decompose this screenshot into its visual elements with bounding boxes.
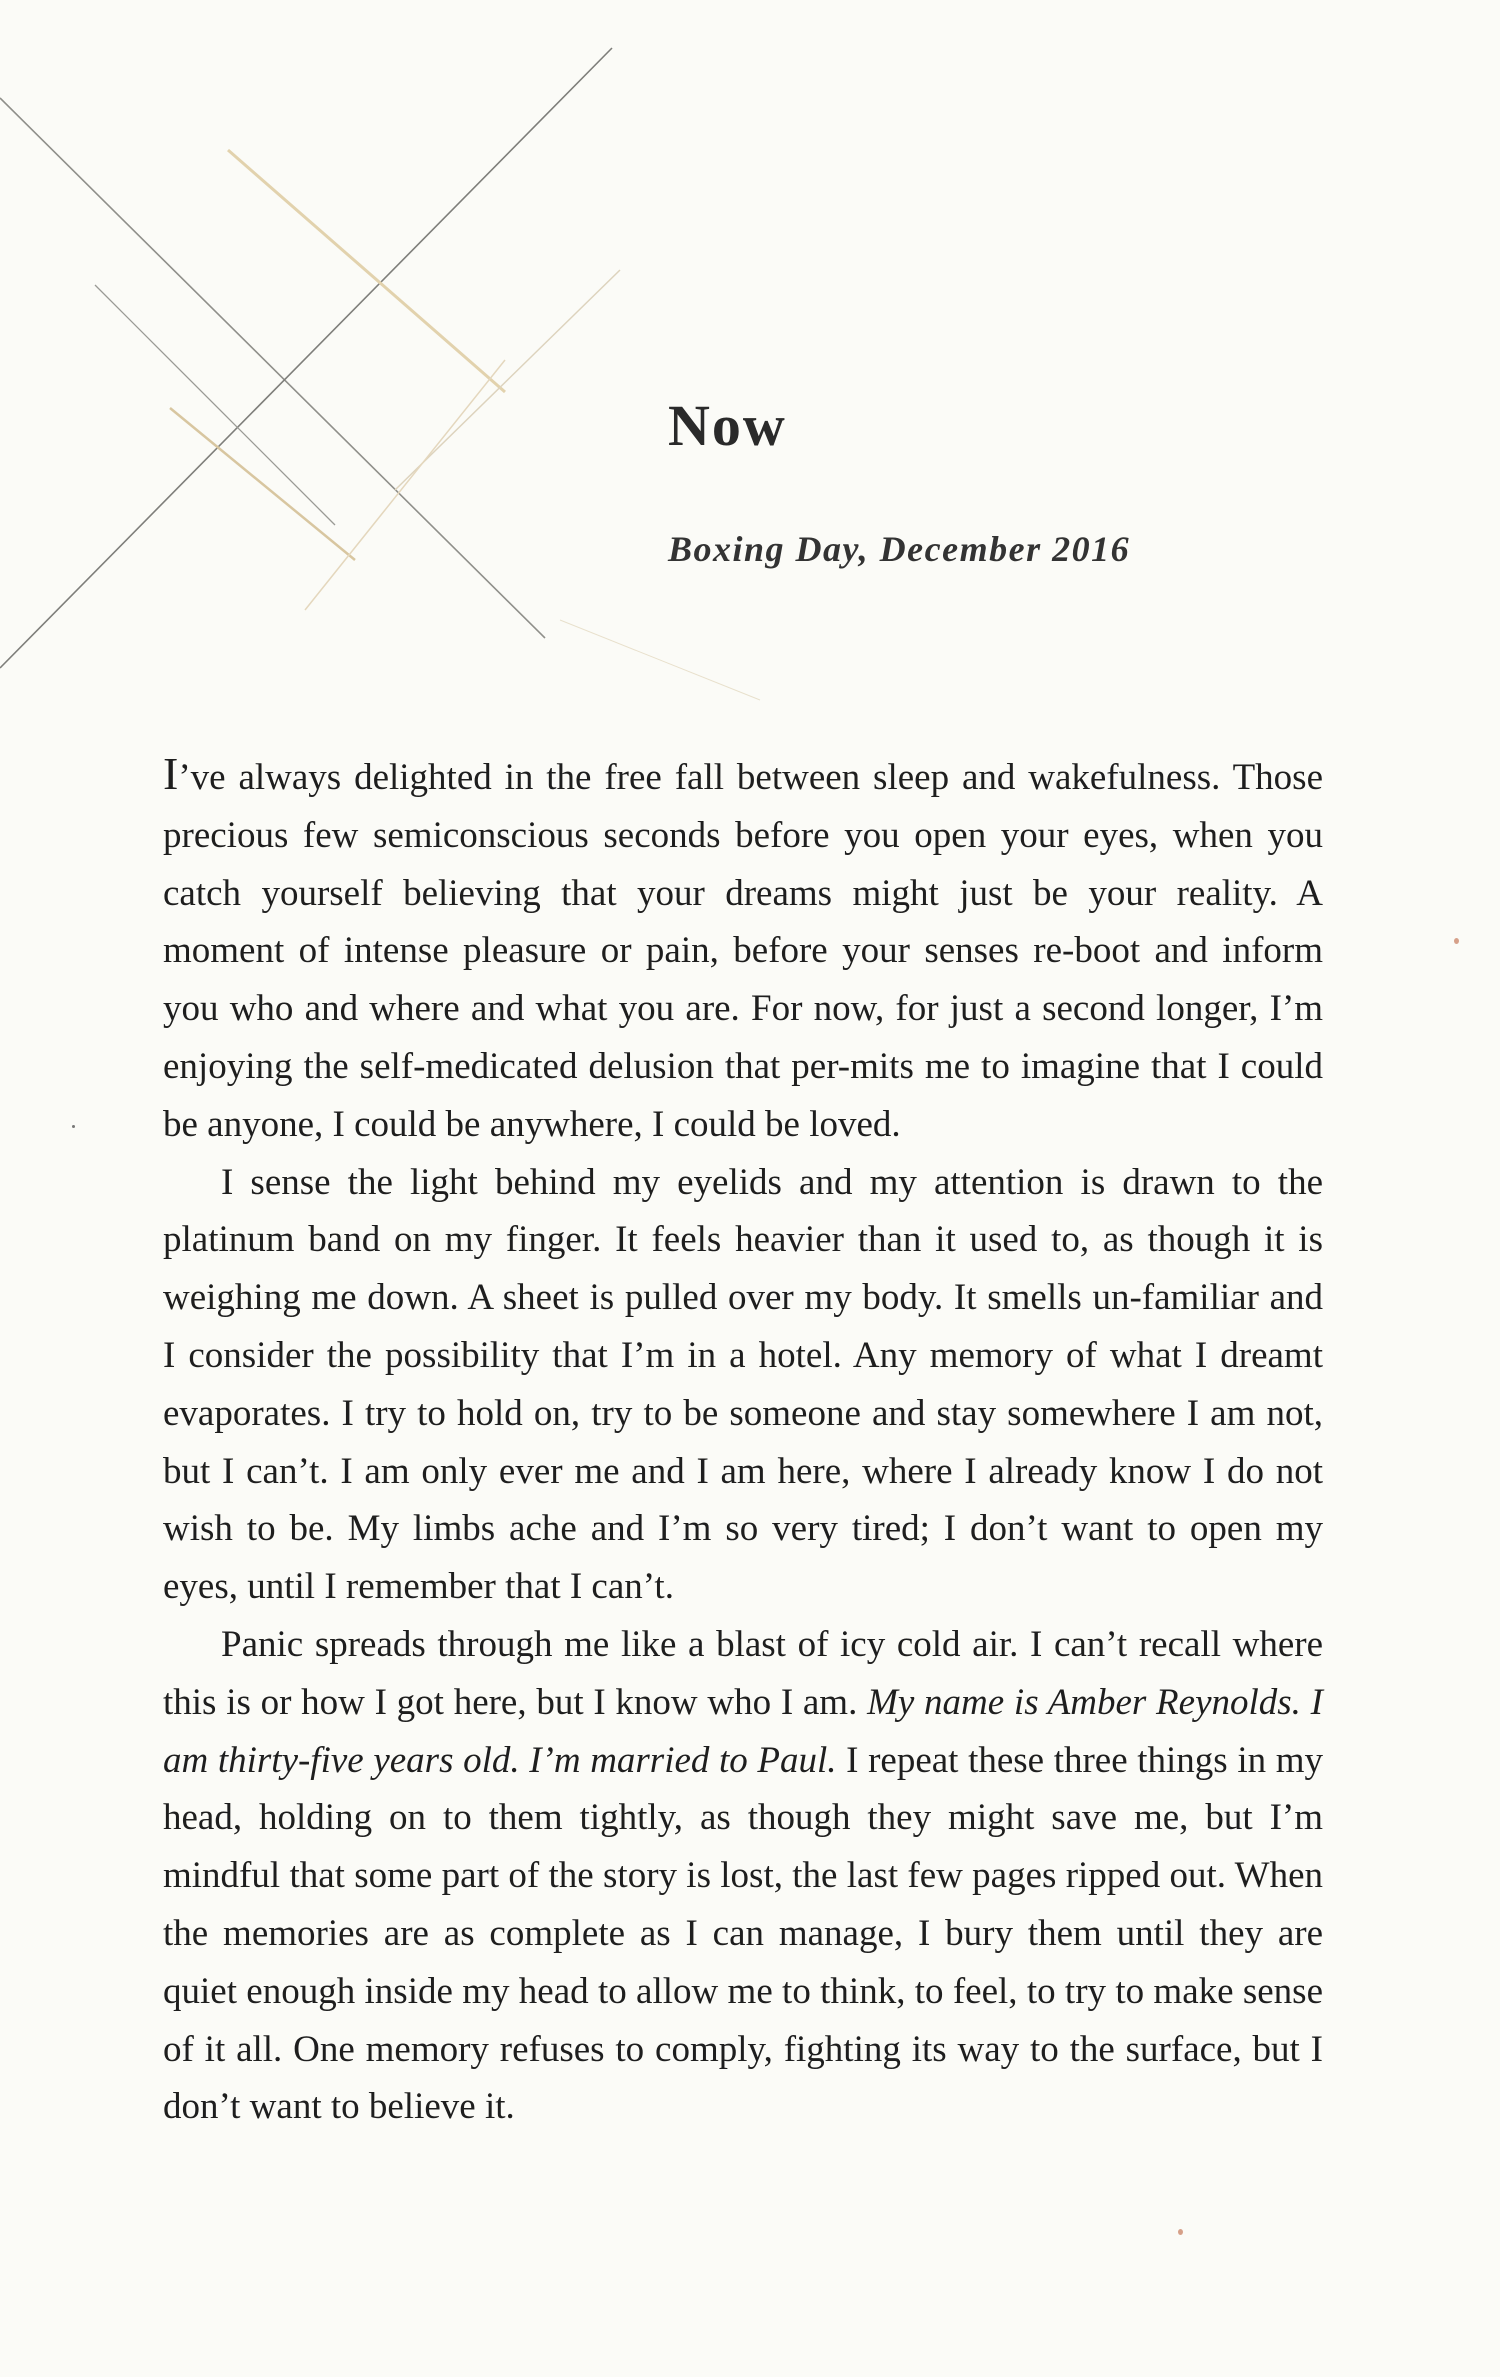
- paragraph-text: I sense the light behind my eyelids and my attention is drawn to the platinum band on my finger. It feels heavier than it used to, as though it is weighing me down. A sheet is pulled over my body. It smells un-familiar and I consider the possibility that I’m in a hotel. Any memory of what I dreamt evaporates. I try to hold on, try to be someone and stay somewhere I am not, but I can’t. I am only ever me and I am here, where I already know I do not wish to be. My limbs ache and I’m so very tired; I don’t want to open my eyes, until I remember that I can’t.: [163, 1161, 1323, 1608]
- ornament-line: [305, 360, 505, 610]
- italic-passage: My name is Amber Reynolds. I am thirty-five years old. I’m married to Paul.: [163, 1681, 1323, 1781]
- chapter-subtitle: Boxing Day, December 2016: [668, 529, 1131, 569]
- ornament-line: [0, 98, 545, 638]
- ornament-line: [228, 150, 505, 392]
- paragraph-text: I repeat these three things in my head, holding on to them tightly, as though they might save me, but I’m mindful that some part of the story is lost, the last few pages ripped out. When the memories are as complete as I can manage, I bury them until they are quiet enough inside my head to allow me to think, to feel, to try to make sense of it all. One memory refuses to comply, fighting its way to the surface, but I don’t want to believe it.: [163, 1739, 1323, 2128]
- decorative-crossed-lines: [0, 0, 800, 720]
- paragraph: [163, 1616, 1323, 2136]
- ornament-line: [560, 620, 760, 700]
- paper-speck: [1178, 2229, 1183, 2235]
- paragraph: [163, 745, 1323, 1154]
- paragraph: [163, 1154, 1323, 1616]
- paper-speck: [72, 1125, 75, 1128]
- ornament-line: [95, 285, 335, 525]
- chapter-title: Now: [668, 393, 787, 458]
- ornament-line: [170, 408, 355, 560]
- initial-letter: I: [163, 748, 179, 799]
- body-text: [163, 745, 1323, 2136]
- paragraph-text: Panic spreads through me like a blast of icy cold air. I can’t recall where this is or how I got here, but I know who I am.: [163, 1623, 1323, 1723]
- paragraph-text: ’ve always delighted in the free fall between sleep and wakefulness. Those precious few semiconscious seconds before you open your eyes, when you catch yourself believing that your dreams might just be your reality. A moment of intense pleasure or pain, before your senses re-boot and inform you who and where and what you are. For now, for just a second longer, I’m enjoying the self-medicated delusion that per-mits me to imagine that I could be anyone, I could be anywhere, I could be loved.: [163, 757, 1323, 1145]
- ornament-line: [395, 270, 620, 490]
- paper-speck: [1454, 938, 1459, 944]
- ornament-line: [0, 48, 612, 668]
